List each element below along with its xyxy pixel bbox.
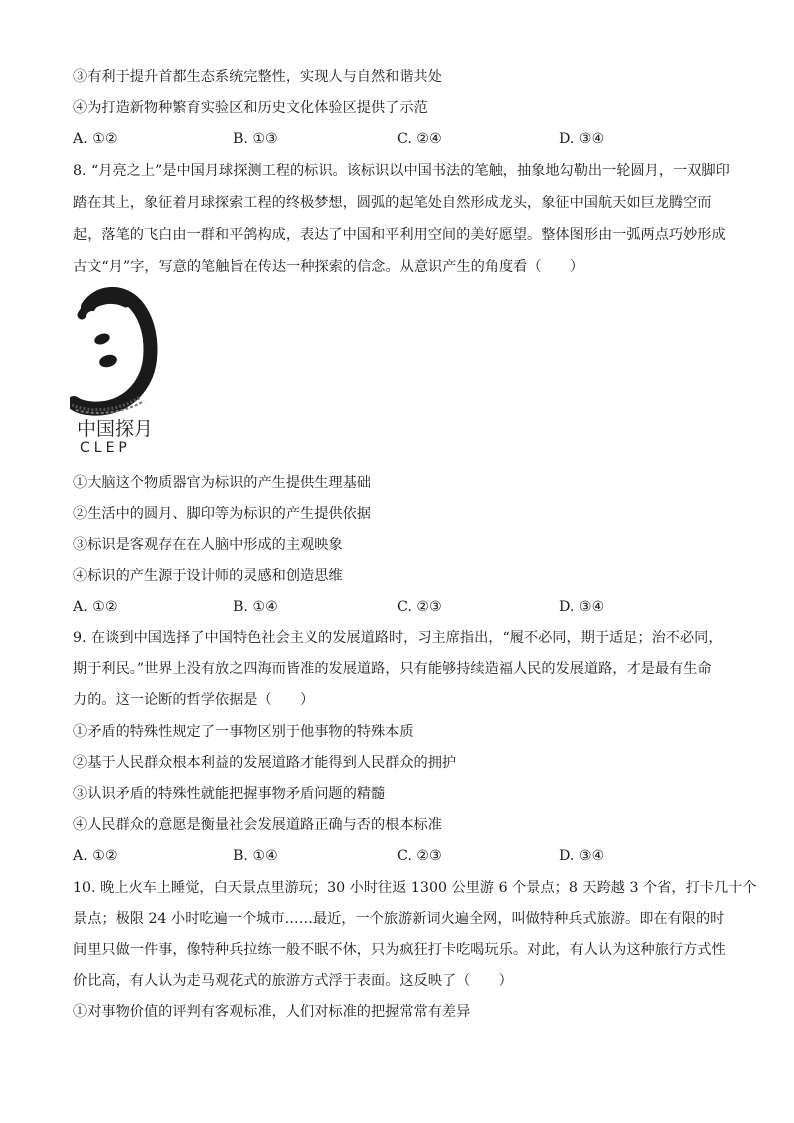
q9-stem-line-3: 力的。这一论断的哲学依据是（ ） <box>73 692 315 708</box>
logo-chinese-text: 中国探月 <box>77 418 154 440</box>
q8-stem-line-2: 踏在其上，象征着月球探索工程的终极梦想，圆弧的起笔处自然形成龙头，象征中国航天如巨龙腾空而 <box>73 195 712 211</box>
q10-choice-1: ①对事物价值的评判有客观标准，人们对标准的把握常常有差异 <box>73 1004 471 1020</box>
logo-english-text: CLEP <box>80 440 131 456</box>
q8-option-c: C. ②③ <box>397 599 442 615</box>
q10-stem-line-2: 景点；极限 24 小时吃遍一个城市……最近，一个旅游新词火遍全网，叫做特种兵式旅游。即在有限的时 <box>73 911 725 927</box>
q8-option-d: D. ③④ <box>559 599 605 615</box>
moon-brush-icon <box>70 287 160 422</box>
q8-option-a: A. ①② <box>73 599 118 615</box>
q8-stem-line-4: 古文“月”字，写意的笔触旨在传达一种探索的信念。从意识产生的角度看（ ） <box>73 259 585 275</box>
prev-option-a: A. ①② <box>73 131 118 147</box>
q10-stem-line-4: 价比高，有人认为走马观花式的旅游方式浮于表面。这反映了（ ） <box>73 973 513 989</box>
q8-choice-3: ③标识是客观存在在人脑中形成的主观映象 <box>73 537 343 553</box>
q8-choice-1: ①大脑这个物质器官为标识的产生提供生理基础 <box>73 475 371 491</box>
q9-option-d: D. ③④ <box>559 848 605 864</box>
q9-stem-line-2: 期于利民。”世界上没有放之四海而皆准的发展道路，只有能够持续造福人民的发展道路，才是最有生命 <box>73 661 712 677</box>
prev-option-b: B. ①③ <box>233 131 278 147</box>
prev-option-c: C. ②④ <box>397 131 442 147</box>
q9-choice-3: ③认识矛盾的特殊性就能把握事物矛盾问题的精髓 <box>73 786 386 802</box>
q9-option-a: A. ①② <box>73 848 118 864</box>
q8-choice-2: ②生活中的圆月、脚印等为标识的产生提供依据 <box>73 506 371 522</box>
q8-stem-line-1: 8. “月亮之上”是中国月球探测工程的标识。该标识以中国书法的笔触，抽象地勾勒出一轮圆月，一双脚印 <box>73 163 730 179</box>
q9-choice-2: ②基于人民群众根本利益的发展道路才能得到人民群众的拥护 <box>73 755 457 771</box>
q8-stem-line-3: 起，落笔的飞白由一群和平鸽构成，表达了中国和平利用空间的美好愿望。整体图形由一弧两点巧妙形成 <box>73 227 726 243</box>
q9-option-b: B. ①④ <box>233 848 278 864</box>
q9-choice-4: ④人民群众的意愿是衡量社会发展道路正确与否的根本标准 <box>73 817 442 833</box>
q10-stem-line-3: 间里只做一件事，像特种兵拉练一般不眠不休，只为疯狂打卡吃喝玩乐。对此，有人认为这种旅行方式性 <box>73 942 726 958</box>
prev-choice-4: ④为打造新物种繁育实验区和历史文化体验区提供了示范 <box>73 100 428 116</box>
q8-option-b: B. ①④ <box>233 599 278 615</box>
q8-choice-4: ④标识的产生源于设计师的灵感和创造思维 <box>73 568 343 584</box>
q9-choice-1: ①矛盾的特殊性规定了一事物区别于他事物的特殊本质 <box>73 724 414 740</box>
q10-stem-line-1: 10. 晚上火车上睡觉，白天景点里游玩；30 小时往返 1300 公里游 6 个景点；8 天跨越 3 个省，打卡几十个 <box>73 880 757 896</box>
q9-stem-line-1: 9. 在谈到中国选择了中国特色社会主义的发展道路时，习主席指出，“履不必同，期于适足；治不必同， <box>73 630 723 646</box>
q9-option-c: C. ②③ <box>397 848 442 864</box>
prev-option-d: D. ③④ <box>559 131 605 147</box>
prev-choice-3: ③有利于提升首都生态系统完整性，实现人与自然和谐共处 <box>73 69 442 85</box>
